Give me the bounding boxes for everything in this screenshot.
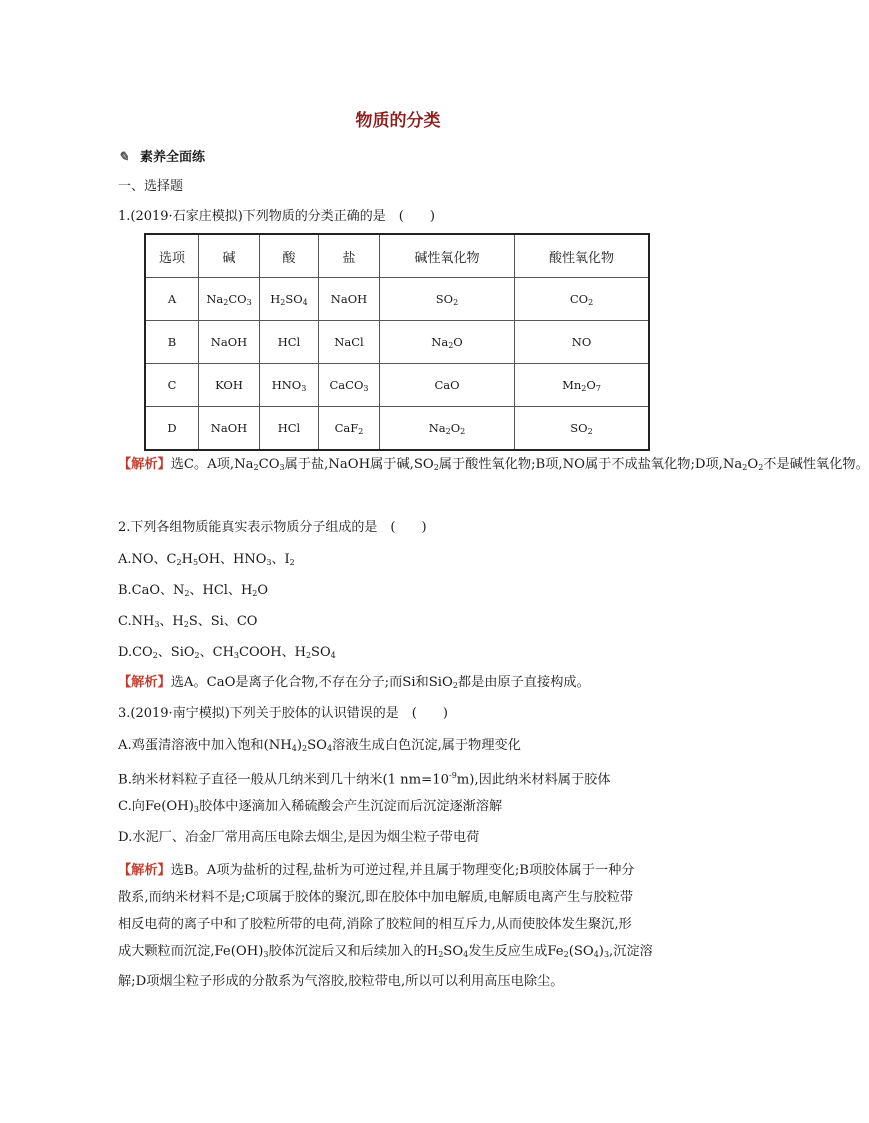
question-2-option: $D.CO_2$、SiO$_2$、$CH_3COOH$、$H_2SO_4$ <box>118 645 336 660</box>
table-cell: B <box>145 321 199 364</box>
analysis-text: 选A。CaO是离子化合物,不存在分子;而Si和SiO$_2$都是由原子直接构成。 <box>170 675 590 690</box>
table-cell: $Mn_2O_7$ <box>515 364 650 407</box>
table-cell: NaCl <box>319 321 380 364</box>
analysis-label: 【解析】 <box>118 457 171 472</box>
table-cell: $SO_2$ <box>380 278 515 321</box>
analysis-line: 成大颗粒而沉淀$,Fe(OH)_3$胶体沉淀后又和后续加入的$H_2SO_4$发生反应生成$Fe_2(SO_4)_3$,沉淀溶 <box>118 944 653 959</box>
table-row <box>145 321 649 364</box>
table-cell: CaF$_2$ <box>319 407 380 451</box>
question-1-analysis <box>118 456 869 477</box>
part-heading: 一、选择题 <box>118 179 184 194</box>
question-3-stem: 3.(2019·南宁模拟)下列关于胶体的认识错误的是 ( ) <box>118 706 448 721</box>
table-cell: NaOH <box>199 321 260 364</box>
table-cell: $H_2SO_4$ <box>260 278 319 321</box>
question-3-analysis <box>118 857 678 995</box>
analysis-label: 【解析】 <box>118 675 171 690</box>
table-cell: KOH <box>199 364 260 407</box>
question-3-option: A.鸡蛋清溶液中加入饱和$(NH_4)_2SO_4$溶液生成白色沉淀,属于物理变化 <box>118 738 521 753</box>
table-header-cell: 酸 <box>260 234 319 278</box>
question-2-option: B.CaO、$N_2$、HCl、$H_2O$ <box>118 583 269 598</box>
question-1-stem: 1.(2019·石家庄模拟)下列物质的分类正确的是 ( ) <box>118 209 435 224</box>
table-row <box>145 278 649 321</box>
section-heading <box>118 146 205 165</box>
table-cell: NaOH <box>199 407 260 451</box>
question-3-option: D.水泥厂、冶金厂常用高压电除去烟尘,是因为烟尘粒子带电荷 <box>118 830 480 845</box>
table-cell: $HNO_3$ <box>260 364 319 407</box>
table-header-row <box>145 234 649 278</box>
analysis-label: 【解析】 <box>118 863 171 878</box>
table-cell: HCl <box>260 321 319 364</box>
table-cell: $SO_2$ <box>515 407 650 451</box>
question-2-option: A.NO、$C_2H_5OH$、$HNO_3$、$I_2$ <box>118 552 295 567</box>
question-2-stem: 2.下列各组物质能真实表示物质分子组成的是 ( ) <box>118 520 427 535</box>
analysis-text: 选C。A项$,Na_2CO_3$属于盐,NaOH属于碱$,SO_2$属于酸性氧化物;B项,NO属于不成盐氧化物;D项$,Na_2O_2$不是碱性氧化物。 <box>170 457 869 472</box>
table-cell: D <box>145 407 199 451</box>
table-cell: NaOH <box>319 278 380 321</box>
table-cell: A <box>145 278 199 321</box>
analysis-line: 解;D项烟尘粒子形成的分散系为气溶胶,胶粒带电,所以可以利用高压电除尘。 <box>118 974 564 989</box>
table-cell: HCl <box>260 407 319 451</box>
table-header-cell: 碱性氧化物 <box>380 234 515 278</box>
table-cell: NO <box>515 321 650 364</box>
question-2-option: $C.NH_3$、$H_2S$、Si、CO <box>118 614 258 629</box>
table-cell: $CO_2$ <box>515 278 650 321</box>
table-cell: C <box>145 364 199 407</box>
question-3-option: B.纳米材料粒子直径一般从几纳米到几十纳米(1 $nm=10^{-9}m$),因此纳米材料属于胶体 <box>118 771 611 788</box>
pen-icon: ✎ <box>118 150 129 165</box>
analysis-line: 相反电荷的离子中和了胶粒所带的电荷,消除了胶粒间的相互斥力,从而使胶体发生聚沉,形 <box>118 917 632 932</box>
table-row <box>145 407 649 451</box>
table-cell: CaCO$_3$ <box>319 364 380 407</box>
analysis-line <box>118 857 678 884</box>
page-title: 物质的分类 <box>355 111 441 131</box>
question-2-analysis <box>118 674 590 695</box>
table-cell: $Na_2CO_3$ <box>199 278 260 321</box>
section-label: 素养全面练 <box>140 150 206 165</box>
table-cell: $Na_2O$ <box>380 321 515 364</box>
table-header-cell: 酸性氧化物 <box>515 234 650 278</box>
question-3-option: C.向$Fe(OH)_3$胶体中逐滴加入稀硫酸会产生沉淀而后沉淀逐渐溶解 <box>118 799 503 814</box>
classification-table <box>144 233 650 451</box>
table-header-cell: 碱 <box>199 234 260 278</box>
table-row <box>145 364 649 407</box>
table-header-cell: 盐 <box>319 234 380 278</box>
analysis-text: 选B。A项为盐析的过程,盐析为可逆过程,并且属于物理变化;B项胶体属于一种分 <box>170 863 635 878</box>
analysis-line: 散系,而纳米材料不是;C项属于胶体的聚沉,即在胶体中加电解质,电解质电离产生与胶粒带 <box>118 890 634 905</box>
table-cell: $Na_2O_2$ <box>380 407 515 451</box>
table-cell: CaO <box>380 364 515 407</box>
table-header-cell: 选项 <box>145 234 199 278</box>
